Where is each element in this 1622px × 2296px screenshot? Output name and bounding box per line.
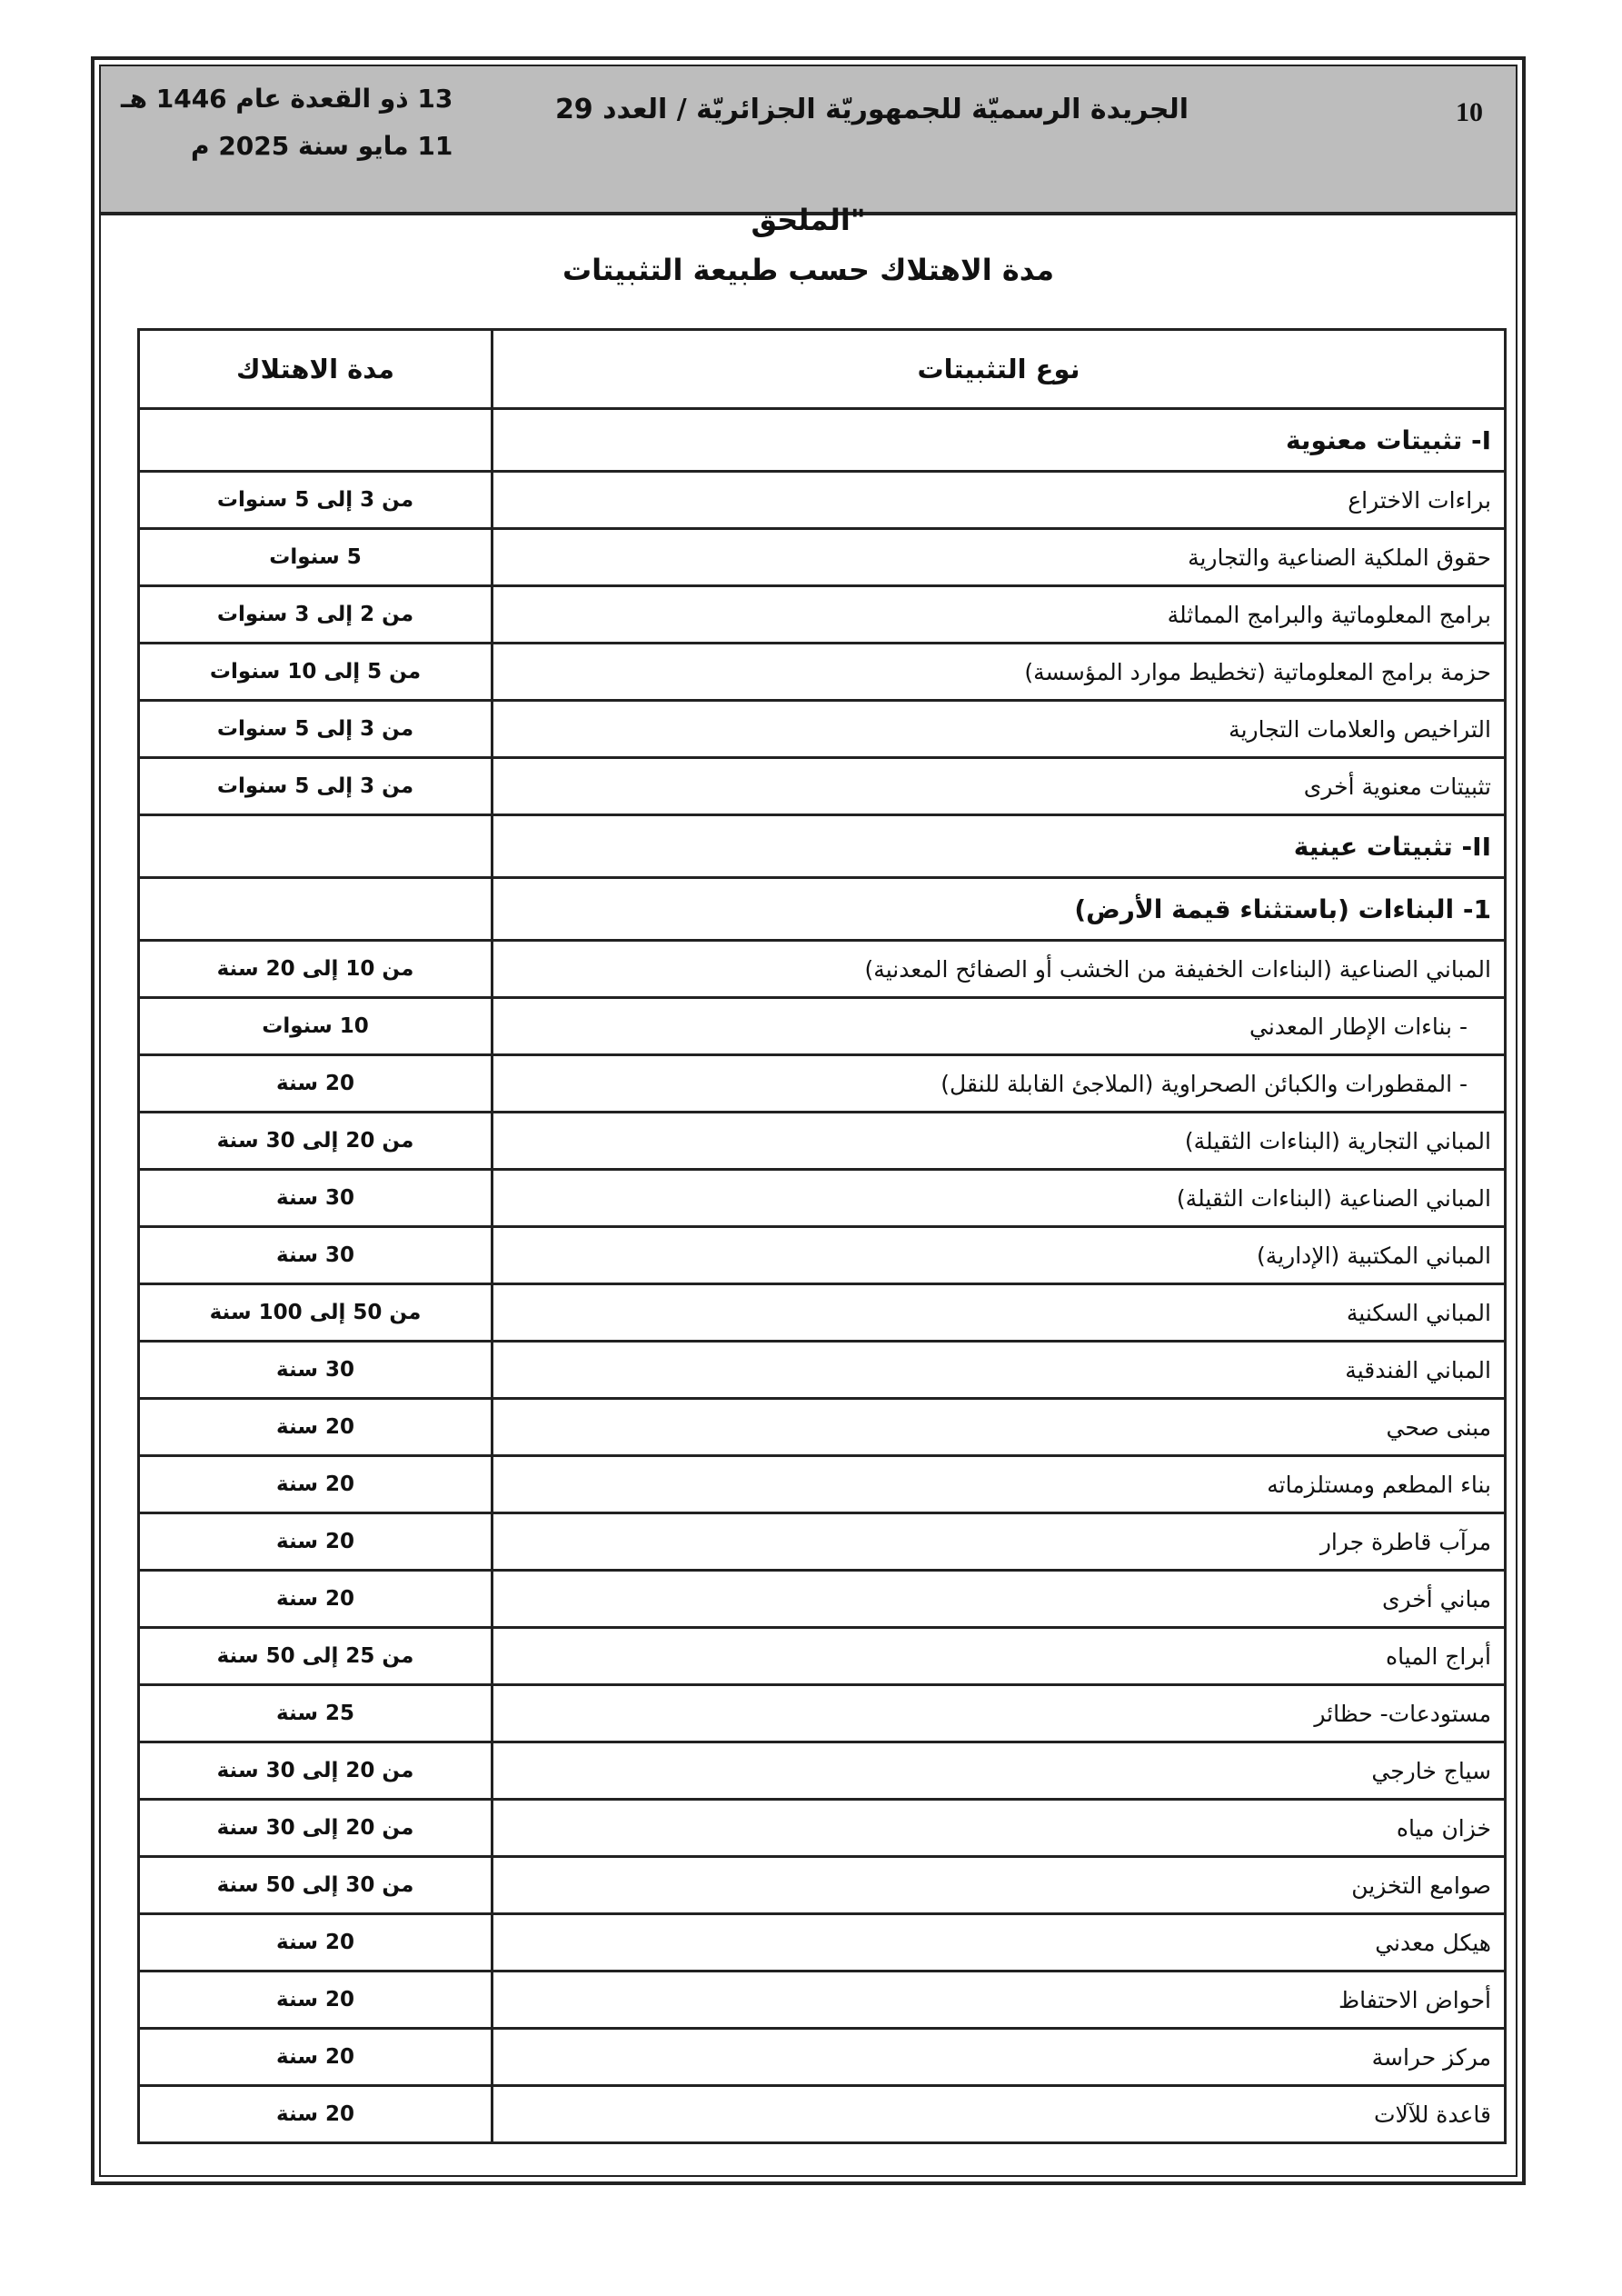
issue-date xyxy=(121,75,453,170)
table-header-row xyxy=(139,330,1506,409)
table-row xyxy=(139,1914,1506,1972)
duration-cell: من 3 إلى 5 سنوات xyxy=(139,472,493,529)
asset-type-cell: المباني المكتبية (الإدارية) xyxy=(493,1227,1506,1284)
header-duration: مدة الاهتلاك xyxy=(139,330,493,409)
asset-type-cell: خزان مياه xyxy=(493,1800,1506,1857)
duration-cell: 20 سنة xyxy=(139,1513,493,1571)
asset-type-cell: بناء المطعم ومستلزماته xyxy=(493,1456,1506,1513)
table-row xyxy=(139,1170,1506,1227)
duration-cell xyxy=(139,409,493,472)
asset-type-cell: I- تثبيتات معنوية xyxy=(493,409,1506,472)
duration-cell: 20 سنة xyxy=(139,1972,493,2029)
duration-cell xyxy=(139,878,493,941)
hijri-date: 13 ذو القعدة عام 1446 هـ xyxy=(121,84,453,114)
table-row xyxy=(139,1055,1506,1113)
asset-type-cell: مستودعات- حظائر xyxy=(493,1685,1506,1742)
duration-cell: 30 سنة xyxy=(139,1227,493,1284)
table-row xyxy=(139,2029,1506,2086)
page-inner-frame xyxy=(99,65,1518,2177)
table-title: مدة الاهتلاك حسب طبيعة التثبيتات xyxy=(562,253,1055,287)
duration-cell: من 5 إلى 10 سنوات xyxy=(139,644,493,701)
duration-cell: من 25 إلى 50 سنة xyxy=(139,1628,493,1685)
duration-cell: 25 سنة xyxy=(139,1685,493,1742)
asset-type-cell: - بناءات الإطار المعدني xyxy=(493,998,1506,1055)
table-row xyxy=(139,758,1506,815)
duration-cell: من 20 إلى 30 سنة xyxy=(139,1800,493,1857)
duration-cell: من 50 إلى 100 سنة xyxy=(139,1284,493,1342)
gazette-title: الجريدة الرسميّة للجمهوريّة الجزائريّة / العدد 29 xyxy=(554,94,1189,125)
duration-cell: 5 سنوات xyxy=(139,529,493,586)
duration-cell: 20 سنة xyxy=(139,1914,493,1972)
page-number: 10 xyxy=(1456,97,1483,127)
table-row xyxy=(139,1742,1506,1800)
asset-type-cell: سياج خارجي xyxy=(493,1742,1506,1800)
table-row xyxy=(139,1456,1506,1513)
duration-cell: 20 سنة xyxy=(139,2086,493,2143)
table-row xyxy=(139,2086,1506,2143)
duration-cell: 20 سنة xyxy=(139,1399,493,1456)
asset-type-cell: مرآب قاطرة جرار xyxy=(493,1513,1506,1571)
depreciation-table xyxy=(137,328,1507,2144)
asset-type-cell: تثبيتات معنوية أخرى xyxy=(493,758,1506,815)
section-row xyxy=(139,815,1506,878)
table-row xyxy=(139,1113,1506,1170)
table-row xyxy=(139,1628,1506,1685)
table-row xyxy=(139,1342,1506,1399)
section-row xyxy=(139,409,1506,472)
duration-cell xyxy=(139,815,493,878)
asset-type-cell: مركز حراسة xyxy=(493,2029,1506,2086)
duration-cell: 30 سنة xyxy=(139,1342,493,1399)
duration-cell: من 10 إلى 20 سنة xyxy=(139,941,493,998)
duration-cell: من 30 إلى 50 سنة xyxy=(139,1857,493,1914)
asset-type-cell: المباني التجارية (البناءات الثقيلة) xyxy=(493,1113,1506,1170)
duration-cell: 10 سنوات xyxy=(139,998,493,1055)
table-row xyxy=(139,1284,1506,1342)
asset-type-cell: 1- البناءات (باستثناء قيمة الأرض) xyxy=(493,878,1506,941)
table-row xyxy=(139,1513,1506,1571)
asset-type-cell: برامج المعلوماتية والبرامج المماثلة xyxy=(493,586,1506,644)
duration-cell: من 2 إلى 3 سنوات xyxy=(139,586,493,644)
asset-type-cell: أبراج المياه xyxy=(493,1628,1506,1685)
asset-type-cell: قاعدة للآلات xyxy=(493,2086,1506,2143)
asset-type-cell: هيكل معدني xyxy=(493,1914,1506,1972)
header-asset-type: نوع التثبيتات xyxy=(493,330,1506,409)
annex-title: "الملحق xyxy=(751,203,866,237)
asset-type-cell: براءات الاختراع xyxy=(493,472,1506,529)
asset-type-cell: - المقطورات والكبائن الصحراوية (الملاجئ القابلة للنقل) xyxy=(493,1055,1506,1113)
asset-type-cell: المباني الصناعية (البناءات الخفيفة من الخشب أو الصفائح المعدنية) xyxy=(493,941,1506,998)
table-row xyxy=(139,941,1506,998)
table-row xyxy=(139,1571,1506,1628)
duration-cell: من 3 إلى 5 سنوات xyxy=(139,701,493,758)
duration-cell: من 3 إلى 5 سنوات xyxy=(139,758,493,815)
table-row xyxy=(139,529,1506,586)
duration-cell: 20 سنة xyxy=(139,2029,493,2086)
asset-type-cell: التراخيص والعلامات التجارية xyxy=(493,701,1506,758)
asset-type-cell: II- تثبيتات عينية xyxy=(493,815,1506,878)
table-row xyxy=(139,1857,1506,1914)
duration-cell: 30 سنة xyxy=(139,1170,493,1227)
table-row xyxy=(139,1685,1506,1742)
asset-type-cell: أحواض الاحتفاظ xyxy=(493,1972,1506,2029)
duration-cell: من 20 إلى 30 سنة xyxy=(139,1742,493,1800)
duration-cell: 20 سنة xyxy=(139,1571,493,1628)
asset-type-cell: المباني الصناعية (البناءات الثقيلة) xyxy=(493,1170,1506,1227)
asset-type-cell: حقوق الملكية الصناعية والتجارية xyxy=(493,529,1506,586)
asset-type-cell: مباني أخرى xyxy=(493,1571,1506,1628)
table-row xyxy=(139,1399,1506,1456)
asset-type-cell: المباني الفندقية xyxy=(493,1342,1506,1399)
duration-cell: من 20 إلى 30 سنة xyxy=(139,1113,493,1170)
table-row xyxy=(139,998,1506,1055)
asset-type-cell: المباني السكنية xyxy=(493,1284,1506,1342)
table-row xyxy=(139,1972,1506,2029)
asset-type-cell: صوامع التخزين xyxy=(493,1857,1506,1914)
table-row xyxy=(139,1227,1506,1284)
gregorian-date: 11 مايو سنة 2025 م xyxy=(191,131,453,161)
duration-cell: 20 سنة xyxy=(139,1055,493,1113)
asset-type-cell: مبنى صحي xyxy=(493,1399,1506,1456)
gazette-header xyxy=(101,66,1516,215)
asset-type-cell: حزمة برامج المعلوماتية (تخطيط موارد المؤسسة) xyxy=(493,644,1506,701)
table-row xyxy=(139,1800,1506,1857)
page-frame xyxy=(91,56,1526,2185)
table-row xyxy=(139,701,1506,758)
duration-cell: 20 سنة xyxy=(139,1456,493,1513)
section-row xyxy=(139,878,1506,941)
table-row xyxy=(139,586,1506,644)
table-row xyxy=(139,472,1506,529)
table-row xyxy=(139,644,1506,701)
